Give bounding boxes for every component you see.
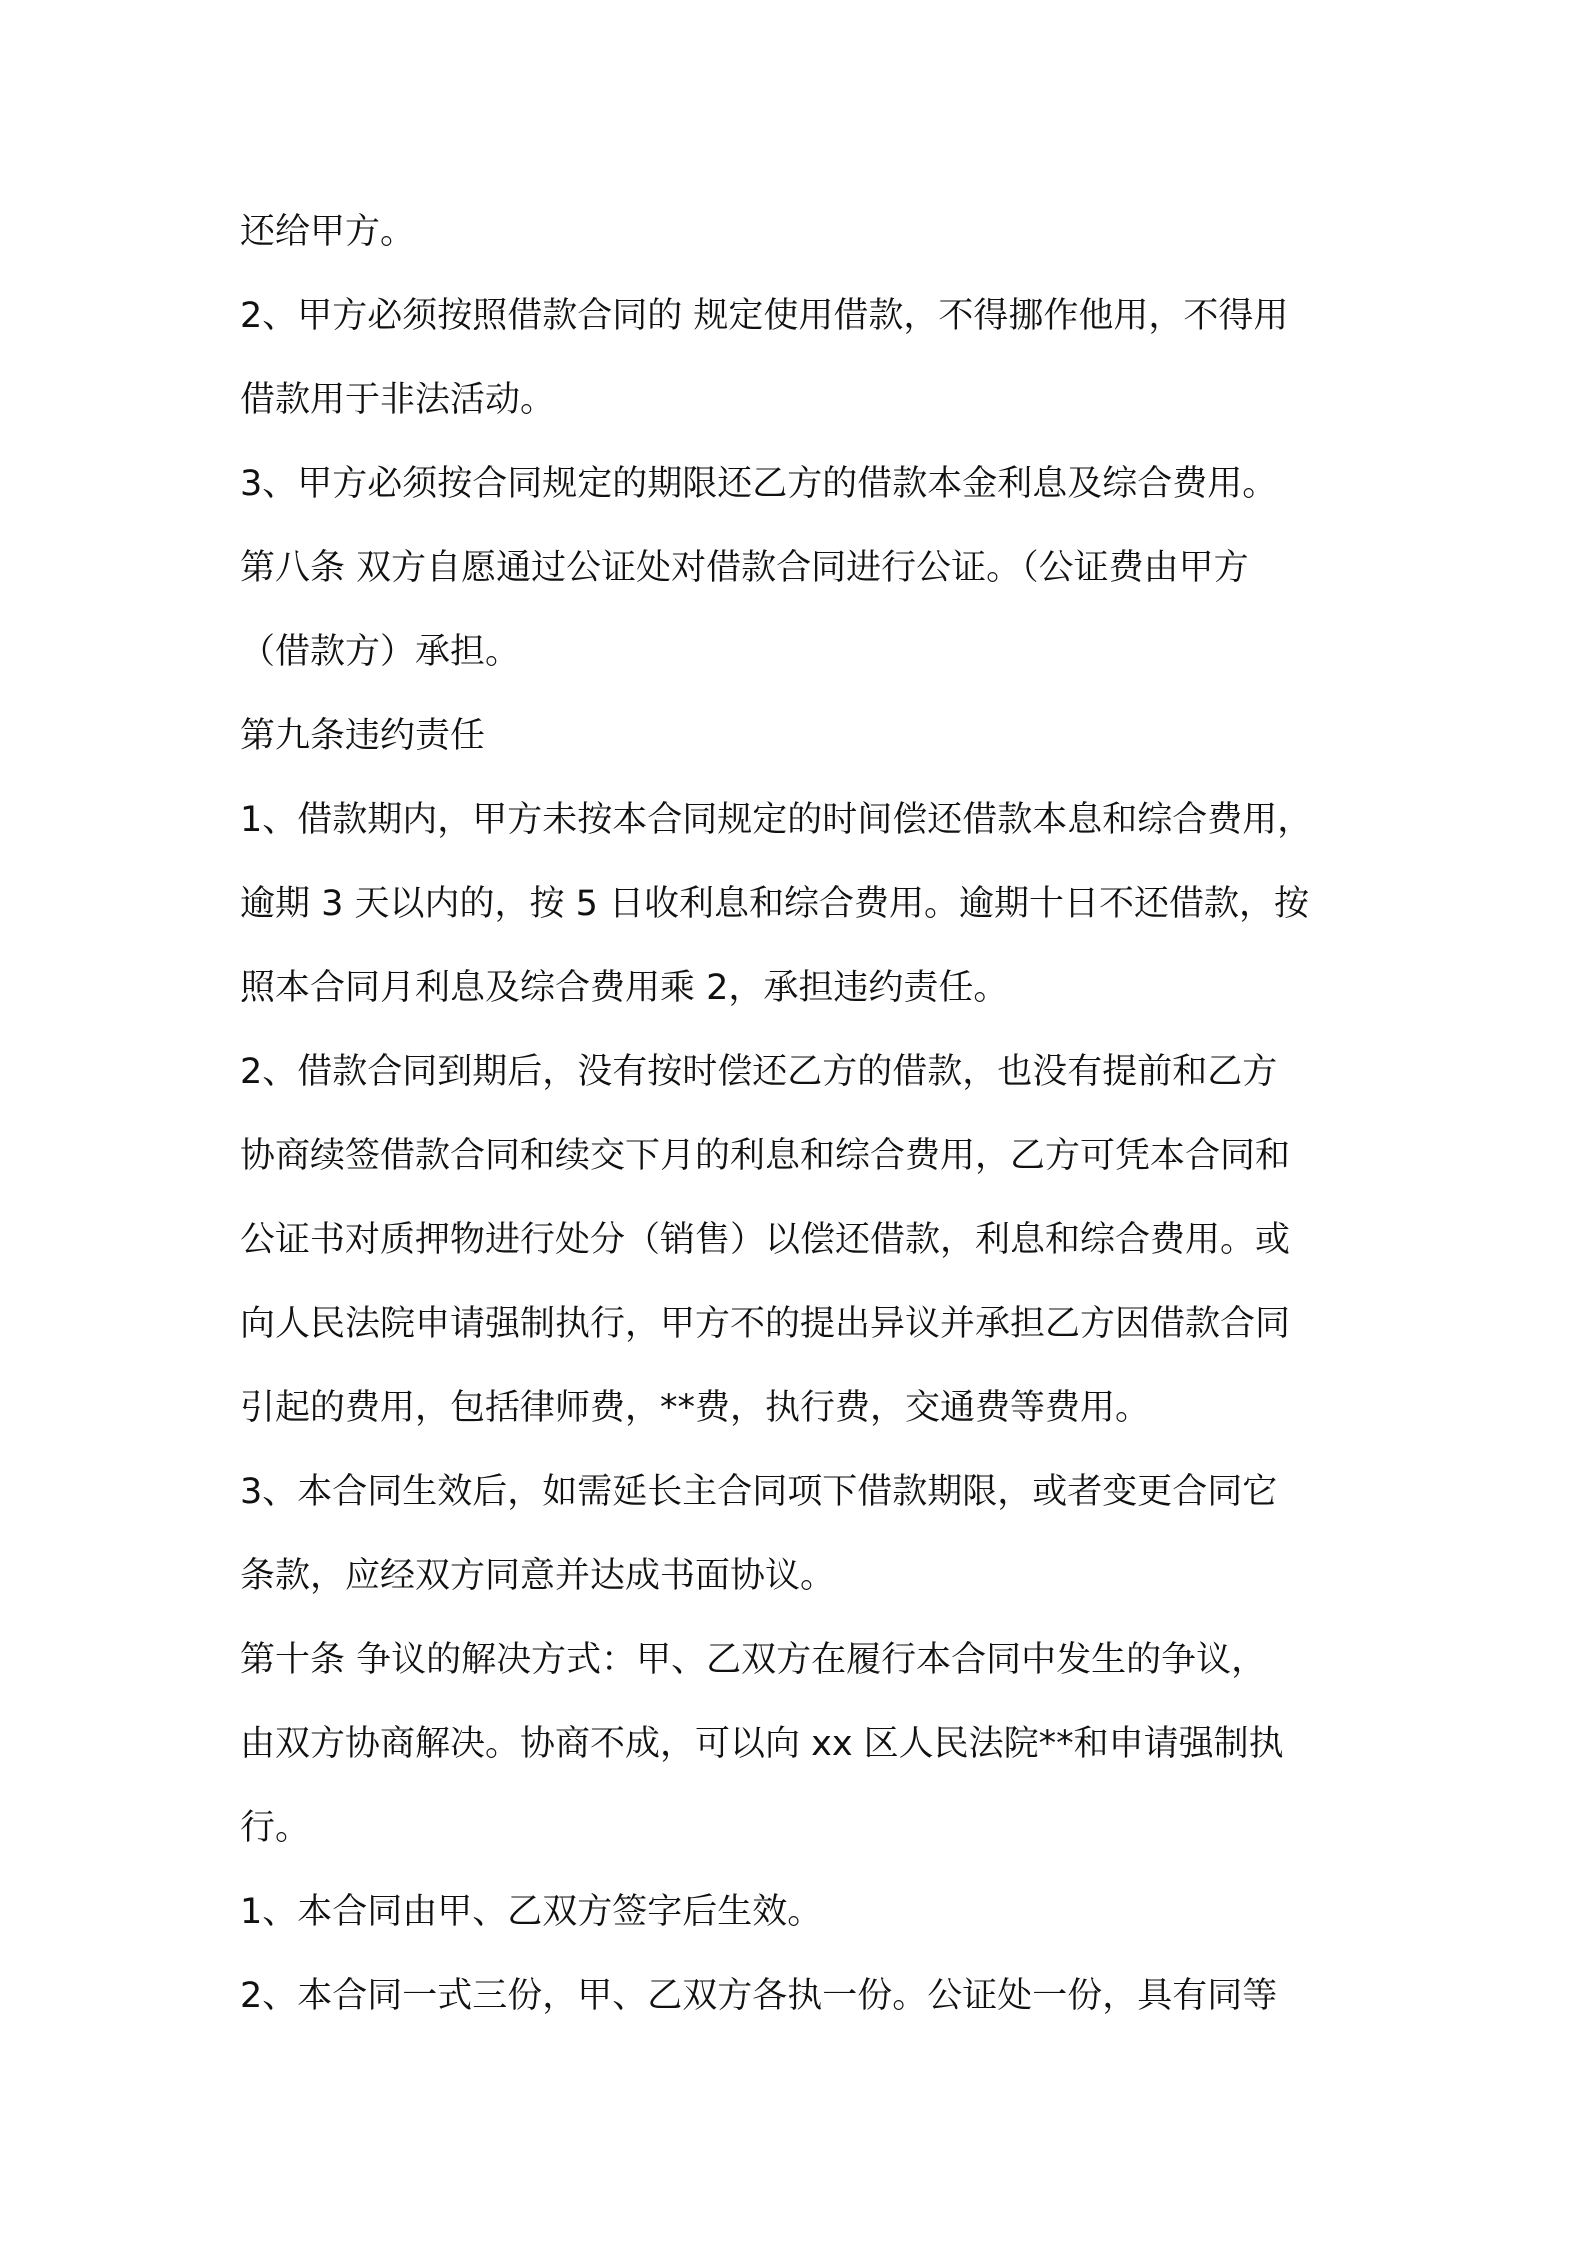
- text-line: 第十条 争议的解决方式：甲、乙双方在履行本合同中发生的争议，: [240, 1640, 1267, 1680]
- text-line: 借款用于非法活动。: [240, 380, 556, 420]
- section-heading: 第九条违约责任: [240, 716, 486, 756]
- text-line: 协商续签借款合同和续交下月的利息和综合费用，乙方可凭本合同和: [240, 1136, 1291, 1176]
- text-line: （借款方）承担。: [240, 632, 521, 672]
- text-line: 向人民法院申请强制执行，甲方不的提出异议并承担乙方因借款合同: [240, 1304, 1291, 1344]
- text-line: 3、甲方必须按合同规定的期限还乙方的借款本金利息及综合费用。: [240, 464, 1278, 504]
- contract-text: [240, 190, 1350, 2038]
- text-line: 2、甲方必须按照借款合同的 规定使用借款，不得挪作他用，不得用: [240, 296, 1289, 336]
- text-line: 2、借款合同到期后，没有按时偿还乙方的借款，也没有提前和乙方: [240, 1052, 1278, 1092]
- text-line: 还给甲方。: [240, 212, 416, 252]
- text-line: 第八条 双方自愿通过公证处对借款合同进行公证。（公证费由甲方: [240, 548, 1249, 588]
- text-line: 1、借款期内，甲方未按本合同规定的时间偿还借款本息和综合费用，: [240, 800, 1313, 840]
- text-line: 由双方协商解决。协商不成，可以向 xx 区人民法院**和申请强制执: [240, 1724, 1284, 1764]
- text-line: 引起的费用，包括律师费，**费，执行费，交通费等费用。: [240, 1388, 1151, 1428]
- text-line: 公证书对质押物进行处分（销售）以偿还借款，利息和综合费用。或: [240, 1220, 1291, 1260]
- text-line: 行。: [240, 1808, 311, 1848]
- text-line: 1、本合同由甲、乙双方签字后生效。: [240, 1892, 823, 1932]
- text-line: 3、本合同生效后，如需延长主合同项下借款期限，或者变更合同它: [240, 1472, 1278, 1512]
- text-line: 照本合同月利息及综合费用乘 2，承担违约责任。: [240, 968, 1009, 1008]
- text-line: 逾期 3 天以内的，按 5 日收利息和综合费用。逾期十日不还借款，按: [240, 884, 1310, 924]
- text-line: 2、本合同一式三份，甲、乙双方各执一份。公证处一份，具有同等: [240, 1976, 1278, 2016]
- text-line: 条款，应经双方同意并达成书面协议。: [240, 1556, 836, 1596]
